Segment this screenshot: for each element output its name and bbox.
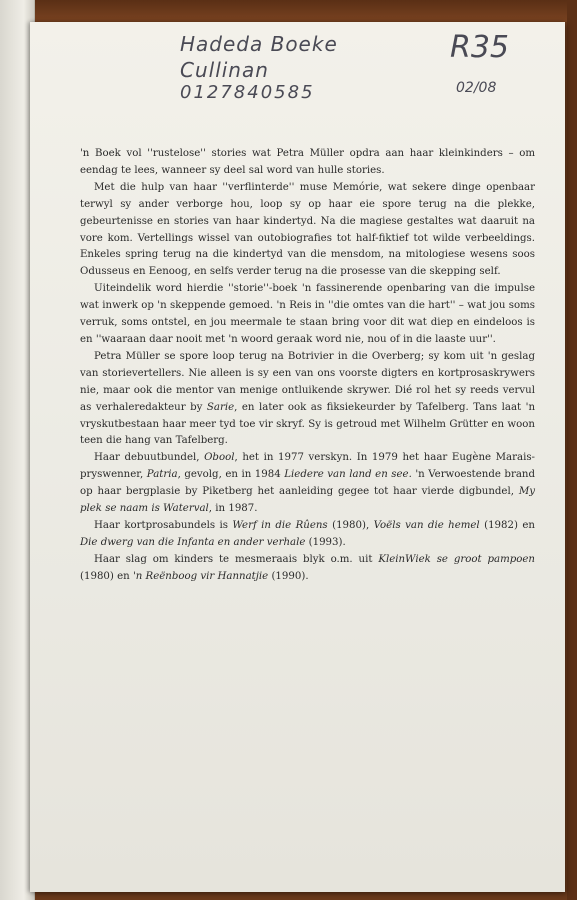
text-run: Met die hulp van haar ''verflinterde'' muse Memórie, wat sekere dinge openbaar terwyl sy ander verborge hou, loop sy op haar eie spore terug na die plekke, gebeurtenisse en stories van haar kindertyd. Na die magiese gestaltes wat daaruit na vore kom. Vertellings wissel van outobiografies tot half-fiktief tot wilde verbeeldings. Enkeles spring terug na die kindertyd van die mensdom, na mitologiese wesens soos Odusseus en Eenoog, en selfs verder terug na die prosesse van die skepping self. xyxy=(80,181,535,278)
text-run: (1982) en xyxy=(479,519,535,531)
text-run: (1980), xyxy=(327,519,374,531)
handwritten-shop-name: Hadeda Boeke xyxy=(180,32,338,56)
handwritten-phone: 0127840585 xyxy=(180,82,315,103)
italic-title: Sarie xyxy=(206,401,235,413)
handwritten-price: R35 xyxy=(450,30,510,65)
handwritten-location: Cullinan xyxy=(180,58,269,82)
paragraph xyxy=(80,450,535,518)
text-run: Haar debuutbundel, xyxy=(94,452,205,464)
italic-title: Liedere van land en see xyxy=(284,469,409,481)
text-run: . 'n Verwoestende brand op haar bergplasie by Piketberg het aanleiding gegee tot haar vierde digbundel, xyxy=(80,469,535,498)
paragraph xyxy=(80,281,535,349)
table-surface-top xyxy=(0,0,577,22)
italic-title: 'n Reënboog vir Hannatjie xyxy=(132,570,269,582)
italic-title: Voëls van die hemel xyxy=(373,519,480,531)
text-run: (1990). xyxy=(268,570,309,582)
italic-title: Obool xyxy=(204,452,235,464)
blurb-text xyxy=(80,146,535,586)
italic-title: Werf in die Rûens xyxy=(232,519,328,531)
italic-title: Patria xyxy=(146,469,178,481)
text-run: (1993). xyxy=(305,536,346,548)
handwritten-date: 02/08 xyxy=(456,80,497,96)
paragraph xyxy=(80,180,535,281)
text-run: , en later ook as fiksiekeurder by Tafelberg. Tans laat 'n vryskutbestaan haar meer tyd toe vir skryf. Sy is getroud met Wilhelm Grütter en woon teen die hang van Tafelberg. xyxy=(80,401,536,447)
italic-title: My plek se naam is Waterval xyxy=(80,486,535,515)
text-run: Uiteindelik word hierdie ''storie''-boek 'n fassinerende openbaring van die impulse wat inwerk op 'n skeppende gemoed. 'n Reis in ''die omtes van die hart'' – wat jou soms verruk, soms ontstel, en jou meermale te staan bring voor dit wat diep en eindeloos is en ''waaraan daar nooit met 'n woord geraak word nie, nou of in die laaste uur''. xyxy=(80,283,535,345)
text-run: , in 1987. xyxy=(208,503,258,515)
table-surface-right xyxy=(567,0,577,900)
italic-title: Die dwerg van die Infanta en ander verhale xyxy=(80,536,306,548)
book-page xyxy=(30,22,565,892)
paragraph xyxy=(80,349,535,450)
paragraph xyxy=(80,518,535,552)
text-run: 'n Boek vol ''rustelose'' stories wat Petra Müller opdra aan haar kleinkinders – om eendag te lees, wanneer sy deel sal word van hulle stories. xyxy=(80,148,535,176)
text-run: Haar kortprosabundels is xyxy=(94,519,233,531)
text-run: (1980) en xyxy=(80,570,133,582)
italic-title: KleinWiek se groot pampoen xyxy=(378,553,535,565)
paragraph xyxy=(80,552,535,586)
paragraph xyxy=(80,146,535,180)
text-run: , gevolg, en in 1984 xyxy=(177,469,285,481)
text-run: Haar slag om kinders te mesmeraais blyk o.m. uit xyxy=(94,553,379,565)
text-run: Petra Müller se spore loop terug na Botrivier in die Overberg; sy kom uit 'n geslag van storievertellers. Nie alleen is sy een van ons voorste digters en kortprosaskrywers nie, maar ook die mentor van menige ontluikende skrywer. Dié rol het sy reeds vervul as verhaleredakteur by xyxy=(80,350,535,413)
text-run: , het in 1977 verskyn. In 1979 het haar Eugène Marais-pryswenner, xyxy=(80,452,536,481)
